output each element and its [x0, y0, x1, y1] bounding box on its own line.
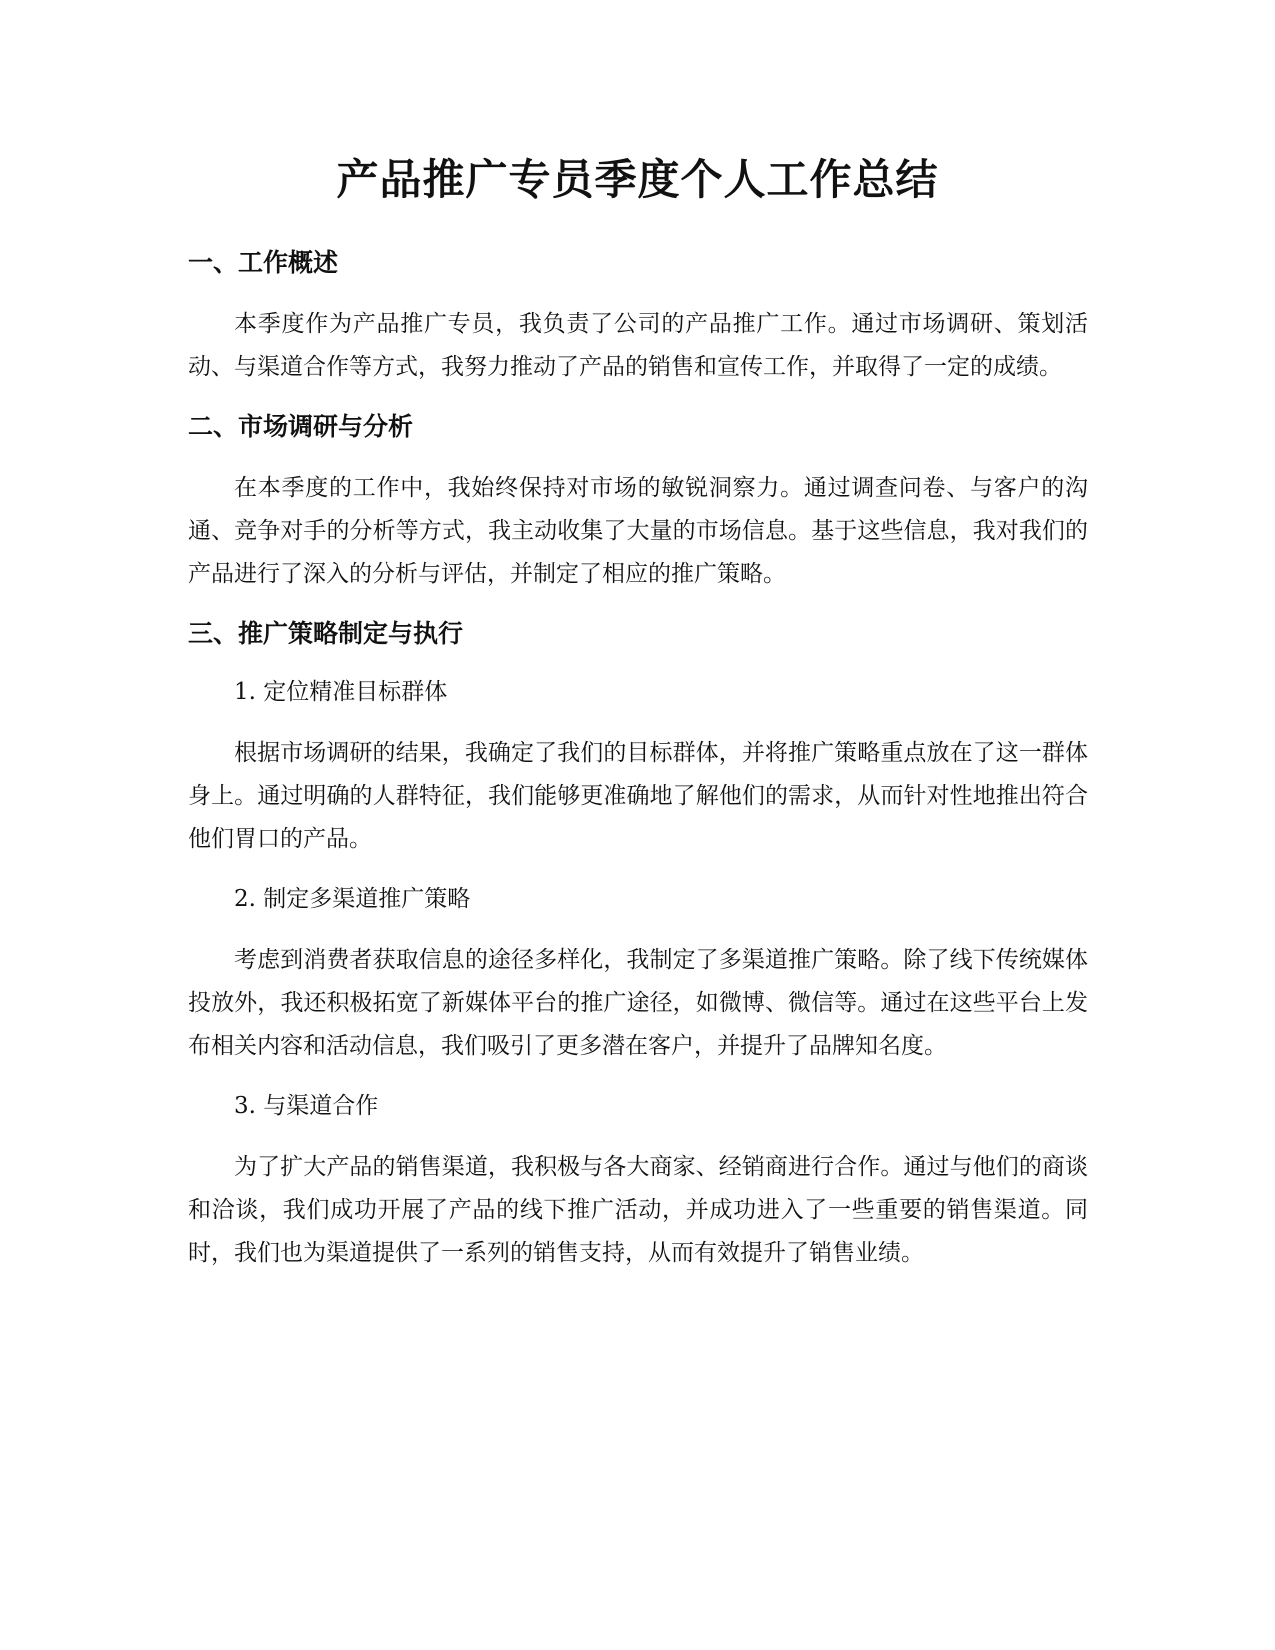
document-body [188, 245, 1088, 1295]
target-group-paragraph: 根据市场调研的结果，我确定了我们的目标群体，并将推广策略重点放在了这一群体身上。通过明确的人群特征，我们能够更准确地了解他们的需求，从而针对性地推出符合他们胃口的产品。 [188, 740, 1088, 852]
overview-paragraph: 本季度作为产品推广专员，我负责了公司的产品推广工作。通过市场调研、策划活动、与渠道合作等方式，我努力推动了产品的销售和宣传工作，并取得了一定的成绩。 [188, 311, 1088, 380]
document-title: 产品推广专员季度个人工作总结 [336, 155, 939, 204]
multichannel-paragraph: 考虑到消费者获取信息的途径多样化，我制定了多渠道推广策略。除了线下传统媒体投放外，我还积极拓宽了新媒体平台的推广途径，如微博、微信等。通过在这些平台上发布相关内容和活动信息，我们吸引了更多潜在客户，并提升了品牌知名度。 [188, 947, 1088, 1059]
section-heading-overview: 一、工作概述 [188, 248, 339, 277]
subheading-channel-cooperation: 3. 与渠道合作 [234, 1093, 379, 1119]
section-heading-market-research: 二、市场调研与分析 [188, 412, 414, 441]
channel-cooperation-paragraph: 为了扩大产品的销售渠道，我积极与各大商家、经销商进行合作。通过与他们的商谈和洽谈，我们成功开展了产品的线下推广活动，并成功进入了一些重要的销售渠道。同时，我们也为渠道提供了一系列的销售支持，从而有效提升了销售业绩。 [188, 1154, 1088, 1266]
section-heading-strategy: 三、推广策略制定与执行 [188, 619, 464, 648]
subheading-multichannel: 2. 制定多渠道推广策略 [234, 886, 471, 912]
subheading-target-group: 1. 定位精准目标群体 [234, 679, 448, 705]
market-research-paragraph: 在本季度的工作中，我始终保持对市场的敏锐洞察力。通过调查问卷、与客户的沟通、竞争对手的分析等方式，我主动收集了大量的市场信息。基于这些信息，我对我们的产品进行了深入的分析与评估，并制定了相应的推广策略。 [188, 475, 1088, 587]
